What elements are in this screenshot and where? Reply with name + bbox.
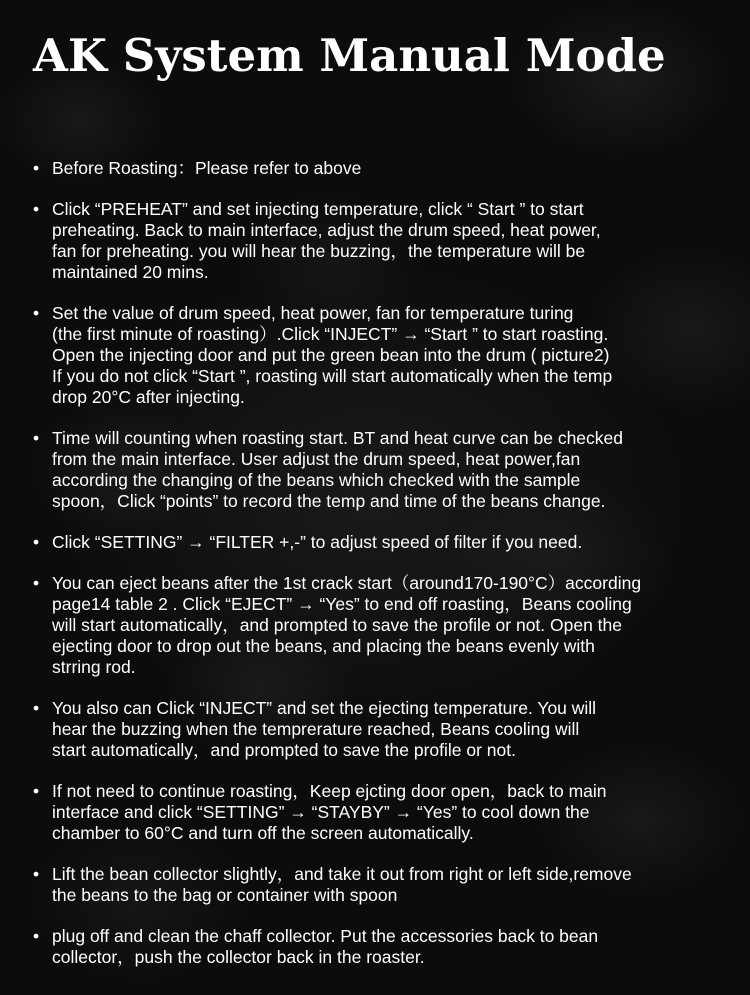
instruction-item: [0, 532, 750, 553]
instruction-text-line: collector，push the collector back in the roaster.: [52, 947, 425, 967]
bullet-icon: •: [33, 926, 40, 946]
instruction-item: [0, 199, 750, 283]
instruction-text-line: If not need to continue roasting，Keep ejcting door open，back to main: [52, 781, 607, 801]
instruction-item: [0, 573, 750, 678]
instruction-text-line: ejecting door to drop out the beans, and placing the beans evenly with: [52, 636, 595, 656]
bullet-icon: •: [33, 573, 40, 593]
instruction-text-line: fan for preheating. you will hear the buzzing，the temperature will be: [52, 241, 586, 261]
instruction-text-line: Lift the bean collector slightly，and take it out from right or left side,remove: [52, 864, 632, 884]
instruction-item: [0, 428, 750, 512]
instruction-item: [0, 698, 750, 761]
instruction-text-line: Time will counting when roasting start. BT and heat curve can be checked: [52, 428, 623, 448]
instruction-item: [0, 303, 750, 408]
instruction-text-line: start automatically，and prompted to save the profile or not.: [52, 740, 516, 760]
page-title: AK System Manual Mode: [33, 29, 666, 82]
instruction-text-line: will start automatically，and prompted to save the profile or not. Open the: [52, 615, 623, 635]
instruction-text-line: Before Roasting：Please refer to above: [52, 158, 362, 178]
instruction-text-line: Click “PREHEAT” and set injecting temperature, click “ Start ” to start: [52, 199, 584, 219]
bullet-icon: •: [33, 532, 40, 552]
instruction-list: [0, 158, 750, 988]
instruction-text-line: from the main interface. User adjust the drum speed, heat power,fan: [52, 449, 581, 469]
instruction-text-line: (the first minute of roasting）.Click “INJECT” → “Start ” to start roasting.: [52, 324, 609, 344]
instruction-text-line: page14 table 2 . Click “EJECT” → “Yes” to end off roasting，Beans cooling: [52, 594, 632, 614]
bullet-icon: •: [33, 864, 40, 884]
bullet-icon: •: [33, 303, 40, 323]
instruction-text-line: hear the buzzing when the temprerature reached, Beans cooling will: [52, 719, 580, 739]
instruction-text-line: drop 20°C after injecting.: [52, 387, 245, 407]
instruction-text-line: chamber to 60°C and turn off the screen automatically.: [52, 823, 474, 843]
instruction-text-line: You can eject beans after the 1st crack start（around170-190°C）according: [52, 573, 642, 593]
bullet-icon: •: [33, 428, 40, 448]
instruction-text-line: according the changing of the beans which checked with the sample: [52, 470, 581, 490]
instruction-item: [0, 781, 750, 844]
instruction-text-line: Open the injecting door and put the green bean into the drum ( picture2): [52, 345, 610, 365]
instruction-text-line: spoon，Click “points” to record the temp and time of the beans change.: [52, 491, 606, 511]
instruction-text-line: You also can Click “INJECT” and set the ejecting temperature. You will: [52, 698, 597, 718]
bullet-icon: •: [33, 199, 40, 219]
bullet-icon: •: [33, 698, 40, 718]
instruction-text-line: the beans to the bag or container with spoon: [52, 885, 398, 905]
instruction-item: [0, 864, 750, 906]
instruction-text-line: maintained 20 mins.: [52, 262, 209, 282]
instruction-text-line: interface and click “SETTING” → “STAYBY” → “Yes” to cool down the: [52, 802, 590, 822]
instruction-text-line: If you do not click “Start ”, roasting will start automatically when the temp: [52, 366, 613, 386]
instruction-text-line: Click “SETTING” → “FILTER +,-” to adjust speed of filter if you need.: [52, 532, 583, 552]
instruction-text-line: Set the value of drum speed, heat power, fan for temperature turing: [52, 303, 574, 323]
bullet-icon: •: [33, 158, 40, 178]
bullet-icon: •: [33, 781, 40, 801]
instruction-item: [0, 158, 750, 179]
instruction-text-line: preheating. Back to main interface, adjust the drum speed, heat power,: [52, 220, 601, 240]
instruction-text-line: strring rod.: [52, 657, 136, 677]
instruction-item: [0, 926, 750, 968]
instruction-text-line: plug off and clean the chaff collector. Put the accessories back to bean: [52, 926, 599, 946]
